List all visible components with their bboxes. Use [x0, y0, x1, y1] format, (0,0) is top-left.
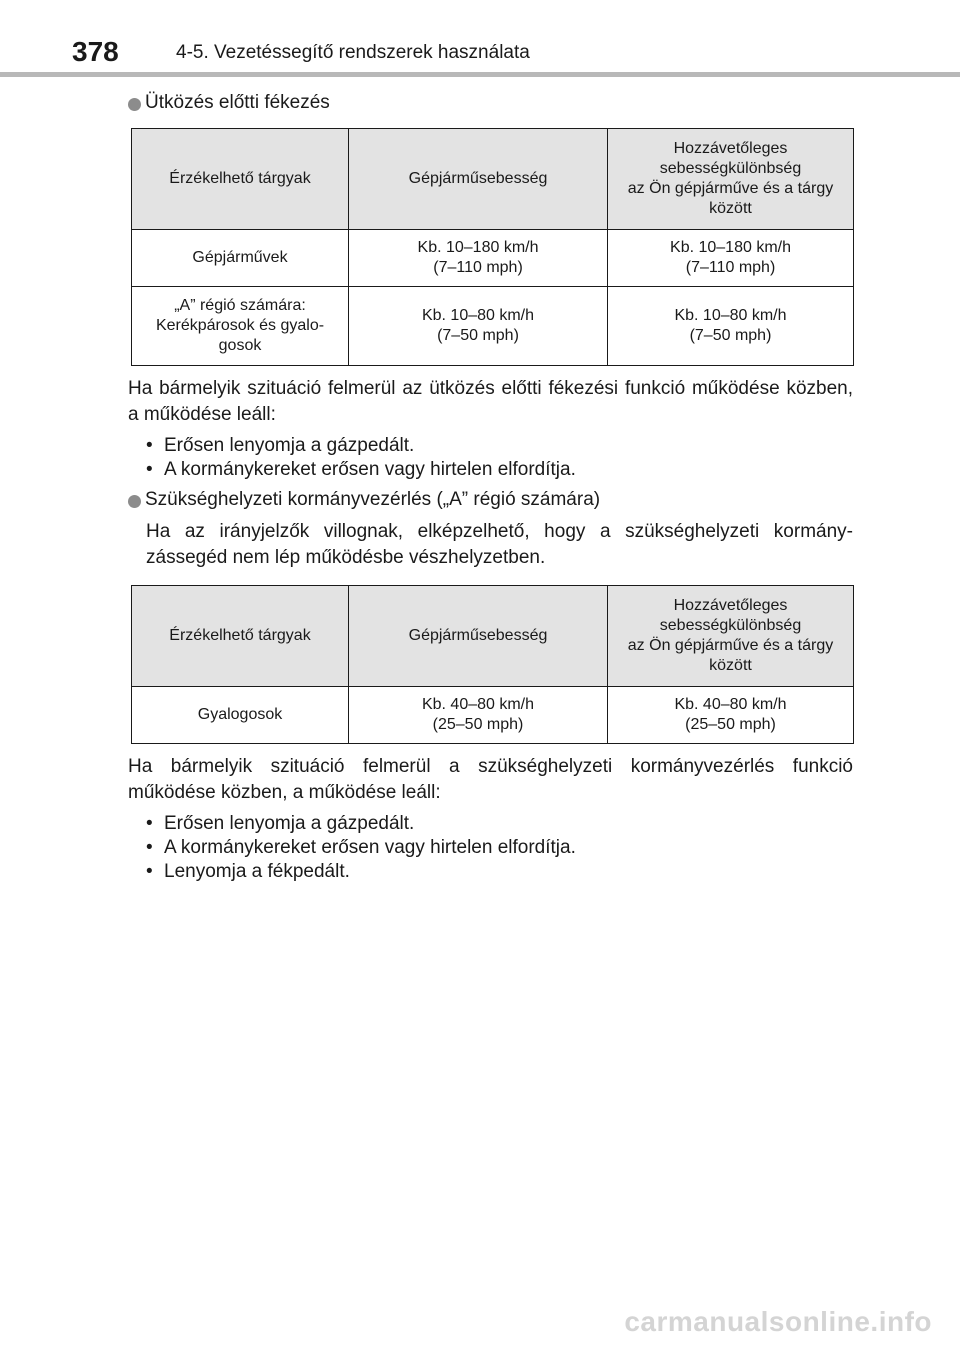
table-cell: Gyalogosok — [132, 687, 349, 744]
section-heading-text: Szükséghelyzeti kormányvezérlés („A” régió számára) — [145, 489, 601, 510]
emergency-steering-table — [131, 585, 854, 744]
list-item: • A kormánykereket erősen vagy hirtelen elfordítja. — [146, 458, 853, 482]
collision-braking-table — [131, 128, 854, 366]
table-row — [132, 687, 854, 744]
table-cell: Kb. 40–80 km/h (25–50 mph) — [608, 687, 854, 744]
table-cell: Kb. 40–80 km/h (25–50 mph) — [349, 687, 608, 744]
collision-braking-bullets — [128, 434, 853, 482]
emergency-steering-bullets — [128, 812, 853, 884]
table-header-cell: Érzékelhető tárgyak — [132, 129, 349, 230]
table-cell: Kb. 10–80 km/h (7–50 mph) — [349, 287, 608, 366]
table-header-row — [132, 586, 854, 687]
table-cell: Kb. 10–180 km/h (7–110 mph) — [349, 230, 608, 287]
watermark: carmanualsonline.info — [624, 1306, 932, 1337]
bullet-dot-icon — [128, 98, 141, 111]
table-header-cell: Hozzávetőleges sebességkülönbség az Ön gépjárműve és a tárgy között — [608, 586, 854, 687]
bullet-dot-icon — [128, 495, 141, 508]
table-cell: Kb. 10–80 km/h (7–50 mph) — [608, 287, 854, 366]
list-item: • Erősen lenyomja a gázpedált. — [146, 434, 853, 458]
emergency-steering-intro: Ha az irányjelzők villognak, elképzelhető, hogy a szükséghelyzeti kormány-zássegéd nem lép működésbe vészhelyzetben. — [146, 521, 853, 568]
table-header-row — [132, 129, 854, 230]
section-heading-collision-braking — [128, 90, 853, 116]
page-header — [0, 0, 960, 80]
table-row — [132, 230, 854, 287]
table-header-cell: Hozzávetőleges sebességkülönbség az Ön gépjárműve és a tárgy között — [608, 129, 854, 230]
table-cell: Gépjárművek — [132, 230, 349, 287]
table-row — [132, 287, 854, 366]
section-heading-emergency-steering — [128, 487, 853, 513]
page-content — [128, 90, 853, 884]
emergency-steering-paragraph: Ha bármelyik szituáció felmerül a szükséghelyzeti kormányvezérlés funkció működése közben, a működése leáll: — [128, 756, 853, 803]
section-heading-text: Ütközés előtti fékezés — [145, 92, 330, 113]
table-header-cell: Érzékelhető tárgyak — [132, 586, 349, 687]
table-cell: „A” régió számára: Kerékpárosok és gyalo- gosok — [132, 287, 349, 366]
table-cell: Kb. 10–180 km/h (7–110 mph) — [608, 230, 854, 287]
table-header-cell: Gépjárműsebesség — [349, 129, 608, 230]
list-item: • Lenyomja a fékpedált. — [146, 860, 853, 884]
section-title: 4-5. Vezetéssegítő rendszerek használata — [176, 42, 530, 63]
table-header-cell: Gépjárműsebesség — [349, 586, 608, 687]
page-number: 378 — [72, 36, 119, 67]
collision-braking-paragraph: Ha bármelyik szituáció felmerül az ütközés előtti fékezési funkció működése közben, a működése leáll: — [128, 378, 853, 425]
list-item: • Erősen lenyomja a gázpedált. — [146, 812, 853, 836]
header-divider — [0, 72, 960, 77]
list-item: • A kormánykereket erősen vagy hirtelen elfordítja. — [146, 836, 853, 860]
